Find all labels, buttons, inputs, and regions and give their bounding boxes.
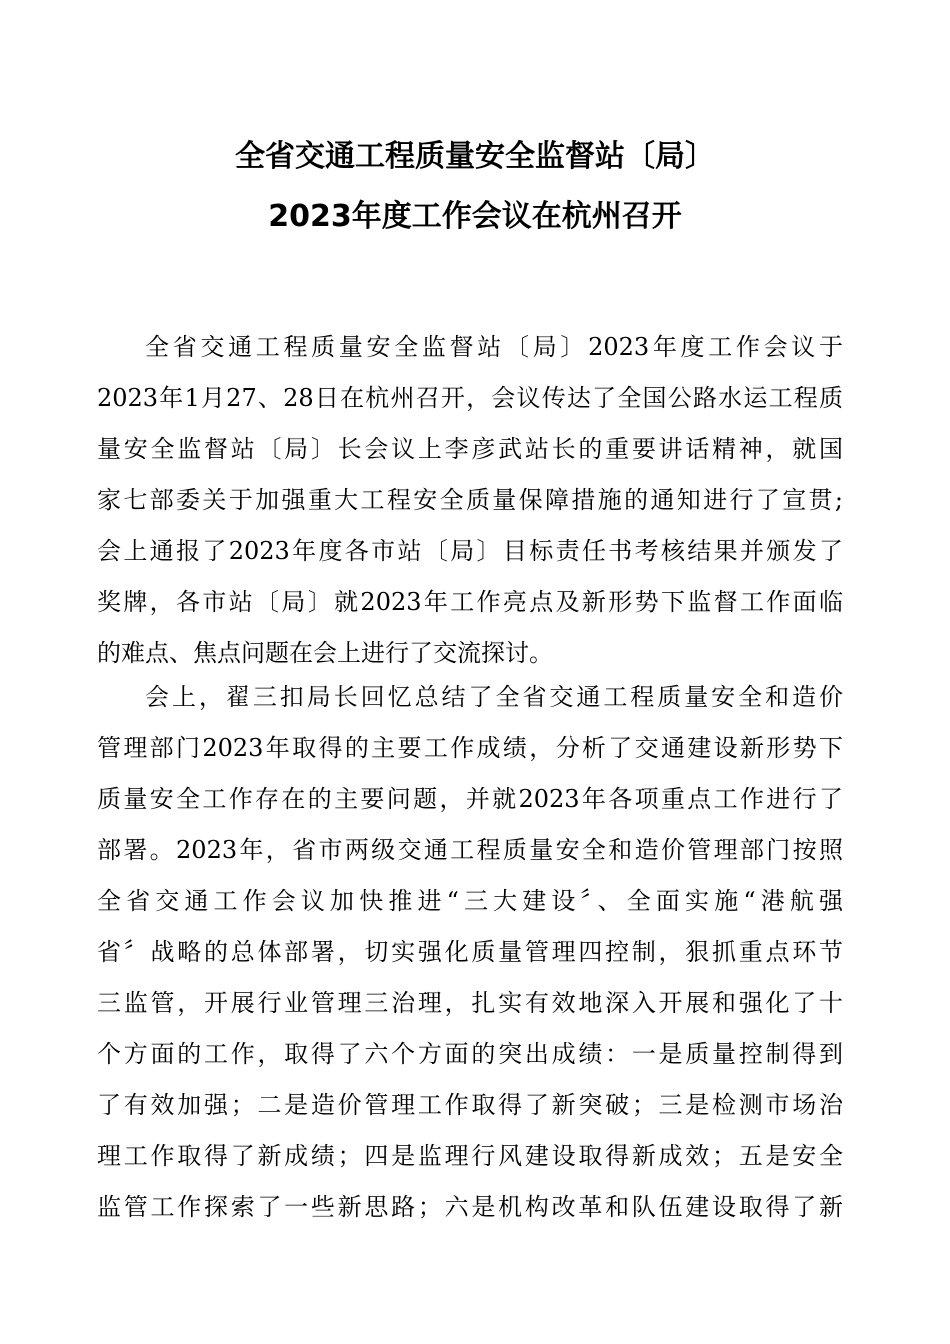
paragraph-line: 了有效加强；二是造价管理工作取得了新突破；三是检测市场治 [97,1091,843,1119]
body-paragraph-2 [97,672,843,1284]
paragraph-line: 部署。2023年，省市两级交通工程质量安全和造价管理部门按照 [97,836,843,864]
paragraph-line [97,1233,843,1284]
paragraph-line: 质量安全工作存在的主要问题，并就2023年各项重点工作进行了 [97,785,843,813]
paragraph-line: 奖牌，各市站〔局〕就2023年工作亮点及新形势下监督工作面临 [97,588,843,616]
paragraph-line: 个方面的工作，取得了六个方面的突出成绩：一是质量控制得到 [97,1040,843,1068]
paragraph-line: 省〞战略的总体部署，切实强化质量管理四控制，狠抓重点环节 [97,938,843,966]
paragraph-line: 全省交通工程质量安全监督站〔局〕2023年度工作会议于 [145,333,843,361]
body-paragraph-1 [97,322,843,679]
paragraph-line: 监管工作探索了一些新思路；六是机构改革和队伍建设取得了新 [97,1193,843,1221]
paragraph-line: 全省交通工作会议加快推进“三大建设〞、全面实施“港航强 [97,887,843,915]
paragraph-line: 管理部门2023年取得的主要工作成绩，分析了交通建设新形势下 [97,734,843,762]
paragraph-line: 量安全监督站〔局〕长会议上李彦武站长的重要讲话精神，就国 [97,435,843,463]
paragraph-line: 会上，翟三扣局长回忆总结了全省交通工程质量安全和造价 [145,683,843,711]
paragraph-line: 会上通报了2023年度各市站〔局〕目标责任书考核结果并颁发了 [97,537,843,565]
document-title-line-2: 2023年度工作会议在杭州召开 [268,199,682,234]
paragraph-line: 家七部委关于加强重大工程安全质量保障措施的通知进行了宣贯; [97,486,843,514]
document-title-line-1: 全省交通工程质量安全监督站〔局〕 [235,139,715,174]
paragraph-line: 的难点、焦点问题在会上进行了交流探讨。 [97,639,553,667]
paragraph-line: 2023年1月27、28日在杭州召开，会议传达了全国公路水运工程质 [97,384,843,412]
paragraph-line: 三监管，开展行业管理三治理，扎实有效地深入开展和强化了十 [97,989,843,1017]
paragraph-line: 理工作取得了新成绩；四是监理行风建设取得新成效；五是安全 [97,1142,843,1170]
